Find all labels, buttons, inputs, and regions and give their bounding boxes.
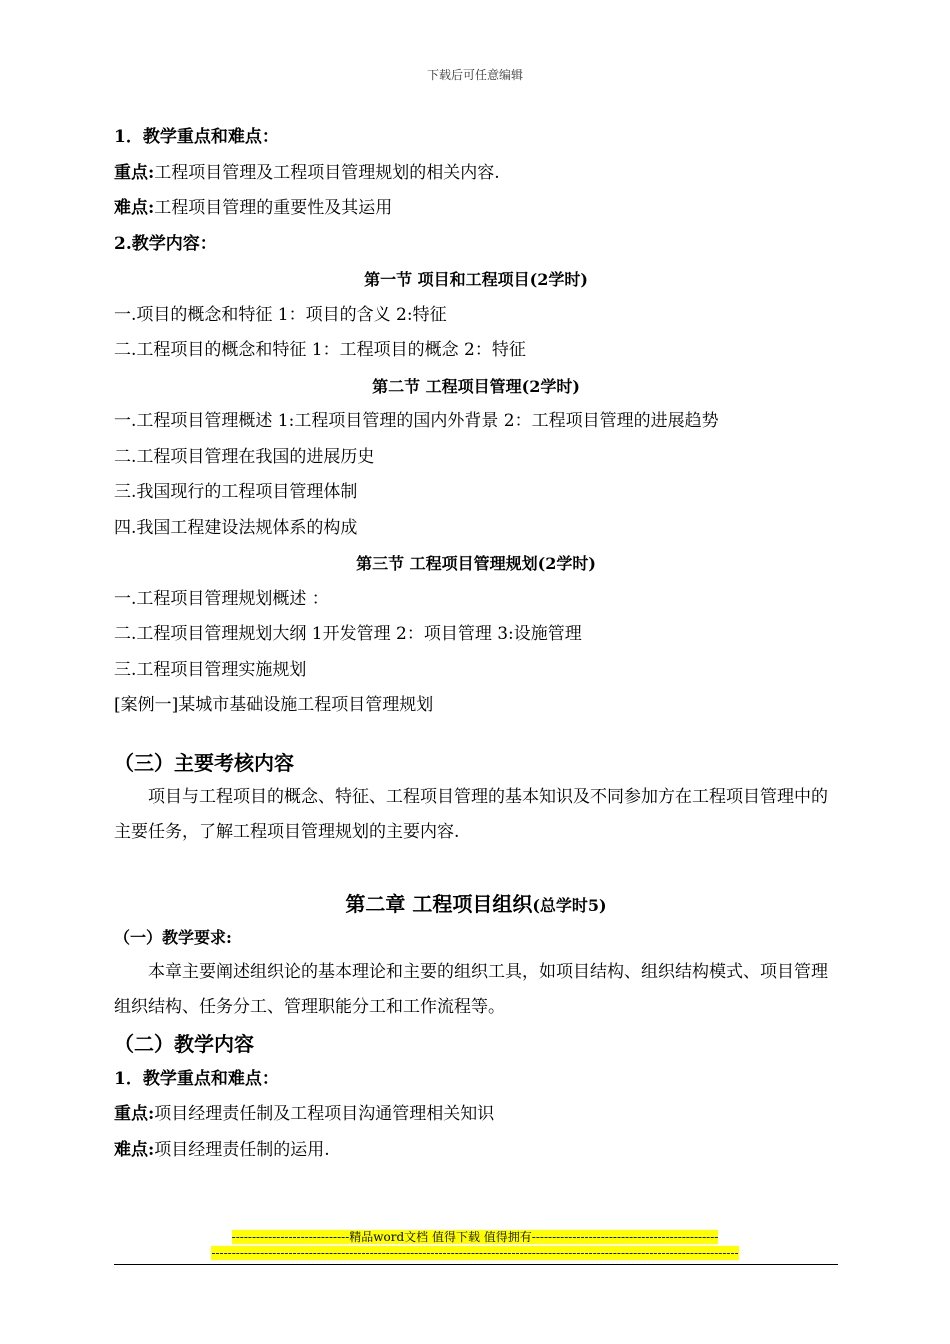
section-3-line: 二.工程项目管理规划大纲 1开发管理 2：项目管理 3:设施管理 — [114, 624, 582, 644]
chapter2-difficulty-line — [114, 1133, 838, 1169]
chapter-title-main: 第二章 工程项目组织 — [345, 891, 533, 916]
footer-banner-line-2: ---------------------------------------------------------------------------------------------------------------------------------- — [211, 1246, 739, 1260]
chapter2-focus-line — [114, 1097, 838, 1133]
section-3-line: 一.工程项目管理规划概述 ： — [114, 588, 329, 609]
chapter2-keypoints-title: 1．教学重点和难点： — [114, 1068, 279, 1089]
focus-label: 重点: — [114, 162, 155, 183]
chapter2-focus-text: 项目经理责任制及工程项目沟通管理相关知识 — [154, 1104, 495, 1124]
difficulty-text: 工程项目管理的重要性及其运用 — [154, 198, 393, 218]
section-heading-2: 第二节 工程项目管理(2学时) — [372, 376, 580, 396]
focus-text: 工程项目管理及工程项目管理规划的相关内容. — [154, 162, 500, 183]
section-1-line: 二.工程项目的概念和特征 1：工程项目的概念 2：特征 — [114, 340, 526, 360]
section-heading-3: 第三节 工程项目管理规划(2学时) — [356, 554, 596, 573]
footer-divider — [114, 1264, 838, 1265]
section-2-line: 二.工程项目管理在我国的进展历史 — [114, 446, 375, 467]
section-2-line: 三.我国现行的工程项目管理体制 — [114, 482, 358, 502]
page-footer — [0, 1229, 950, 1261]
section-2-line: 一.工程项目管理概述 1:工程项目管理的国内外背景 2：工程项目管理的进展趋势 — [114, 411, 719, 431]
assessment-paragraph: 项目与工程项目的概念、特征、工程项目管理的基本知识及不同参加方在工程项目管理中的主要任务，了解工程项目管理规划的主要内容. — [114, 786, 828, 842]
footer-banner-line-1: -----------------------------精品word文档 值得下载 值得拥有---------------------------------------------- — [231, 1230, 719, 1244]
requirements-title: （一）教学要求: — [114, 927, 232, 947]
section-1-line: 一.项目的概念和特征 1：项目的含义 2:特征 — [114, 304, 447, 325]
section-2-line: 四.我国工程建设法规体系的构成 — [114, 517, 358, 538]
section-3-line: 三.工程项目管理实施规划 — [114, 659, 307, 680]
requirements-paragraph: 本章主要阐述组织论的基本理论和主要的组织工具，如项目结构、组织结构模式、项目管理组织结构、任务分工、管理职能分工和工作流程等。 — [114, 961, 828, 1017]
assessment-title: （三）主要考核内容 — [114, 750, 294, 775]
difficulty-line — [114, 191, 838, 227]
document-body — [114, 120, 838, 1168]
page-header: 下载后可任意编辑 — [426, 68, 523, 82]
difficulty-label: 难点: — [114, 198, 155, 218]
content-title: 2.教学内容： — [114, 233, 217, 254]
teaching-content-title: （二）教学内容 — [114, 1031, 254, 1056]
chapter2-difficulty-label: 难点: — [114, 1139, 155, 1160]
section-heading-1: 第一节 项目和工程项目(2学时) — [364, 270, 588, 289]
case-line: [案例一]某城市基础设施工程项目管理规划 — [114, 695, 434, 715]
focus-line — [114, 156, 838, 192]
chapter-title-hours: (总学时5) — [532, 895, 607, 915]
chapter2-focus-label: 重点: — [114, 1104, 155, 1124]
chapter2-difficulty-text: 项目经理责任制的运用. — [154, 1139, 330, 1160]
keypoints-title: 1．教学重点和难点： — [114, 127, 279, 147]
chapter-title — [114, 887, 838, 921]
